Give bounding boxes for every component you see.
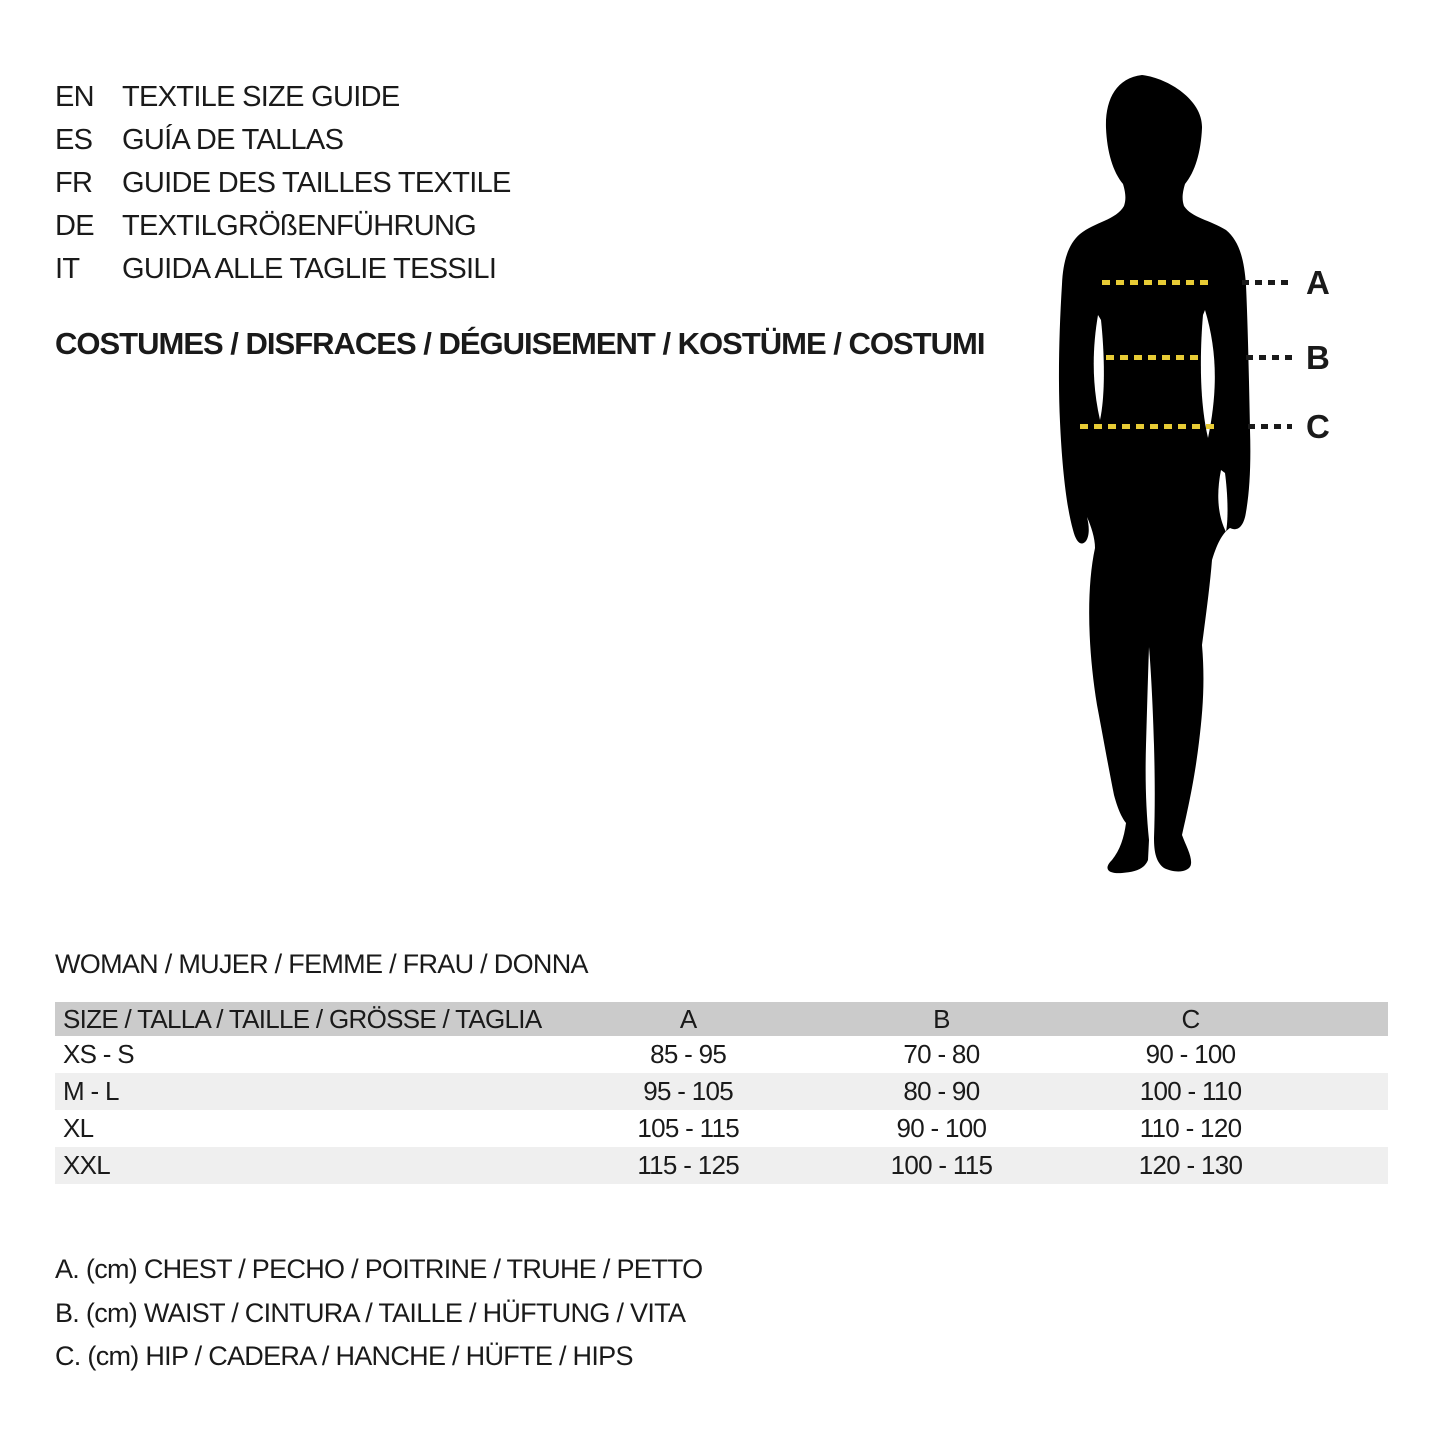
- size-table: [55, 1002, 1388, 1184]
- waist-line-leader: [1246, 355, 1292, 360]
- table-row: [55, 1036, 1388, 1073]
- hip-cell: 120 - 130: [1138, 1150, 1243, 1180]
- legend-item-chest: A. (cm) CHEST / PECHO / POITRINE / TRUHE / PETTO: [55, 1254, 703, 1285]
- language-label: GUIDE DES TAILLES TEXTILE: [122, 167, 511, 199]
- waist-cell: 90 - 100: [896, 1113, 987, 1143]
- size-cell: XS - S: [63, 1039, 134, 1069]
- language-row: [55, 162, 511, 205]
- marker-label-a: A: [1306, 264, 1329, 301]
- chest-cell: 95 - 105: [643, 1076, 734, 1106]
- language-label: GUIDA ALLE TAGLIE TESSILI: [122, 253, 497, 285]
- language-title-block: [55, 76, 511, 291]
- size-table-header-row: [55, 1002, 1388, 1036]
- language-code: IT: [55, 253, 80, 285]
- column-header-c: C: [1181, 1003, 1200, 1034]
- marker-label-c: C: [1306, 408, 1329, 445]
- hip-cell: 110 - 120: [1139, 1113, 1242, 1143]
- woman-silhouette-figure: [1050, 70, 1255, 880]
- language-code: FR: [55, 167, 93, 199]
- language-code: ES: [55, 124, 93, 156]
- size-cell: XL: [63, 1113, 94, 1143]
- waist-cell: 100 - 115: [890, 1150, 993, 1180]
- language-code: DE: [55, 210, 94, 242]
- table-row: [55, 1147, 1388, 1184]
- waist-cell: 80 - 90: [903, 1076, 980, 1106]
- language-row: [55, 76, 511, 119]
- chest-cell: 85 - 95: [650, 1039, 727, 1069]
- language-label: GUÍA DE TALLAS: [122, 124, 344, 156]
- language-code: EN: [55, 81, 94, 113]
- hip-cell: 100 - 110: [1139, 1076, 1242, 1106]
- size-cell: M - L: [63, 1076, 119, 1106]
- legend-item-hip: C. (cm) HIP / CADERA / HANCHE / HÜFTE / HIPS: [55, 1341, 633, 1372]
- category-title: COSTUMES / DISFRACES / DÉGUISEMENT / KOSTÜME / COSTUMI: [55, 326, 985, 361]
- chest-line-leader: [1242, 280, 1292, 285]
- language-label: TEXTILGRÖßENFÜHRUNG: [122, 210, 477, 242]
- table-row: [55, 1073, 1388, 1110]
- language-label: TEXTILE SIZE GUIDE: [122, 81, 400, 113]
- language-row: [55, 119, 511, 162]
- hip-cell: 90 - 100: [1145, 1039, 1236, 1069]
- chest-cell: 115 - 125: [637, 1150, 739, 1180]
- table-row: [55, 1110, 1388, 1147]
- section-title-woman: WOMAN / MUJER / FEMME / FRAU / DONNA: [55, 949, 588, 979]
- chest-cell: 105 - 115: [637, 1113, 739, 1143]
- language-row: [55, 248, 511, 291]
- hip-line-on-body: [1080, 424, 1220, 429]
- chest-line-on-body: [1102, 280, 1212, 285]
- marker-label-b: B: [1306, 339, 1329, 376]
- waist-cell: 70 - 80: [903, 1039, 980, 1069]
- column-header-a: A: [679, 1003, 697, 1034]
- waist-line-on-body: [1106, 355, 1200, 360]
- language-row: [55, 205, 511, 248]
- column-header-b: B: [933, 1003, 950, 1034]
- hip-line-leader: [1248, 424, 1292, 429]
- column-header-size: SIZE / TALLA / TAILLE / GRÖSSE / TAGLIA: [63, 1003, 542, 1034]
- measurement-legend: [55, 1248, 702, 1379]
- size-cell: XXL: [63, 1150, 111, 1180]
- legend-item-waist: B. (cm) WAIST / CINTURA / TAILLE / HÜFTUNG / VITA: [55, 1297, 686, 1328]
